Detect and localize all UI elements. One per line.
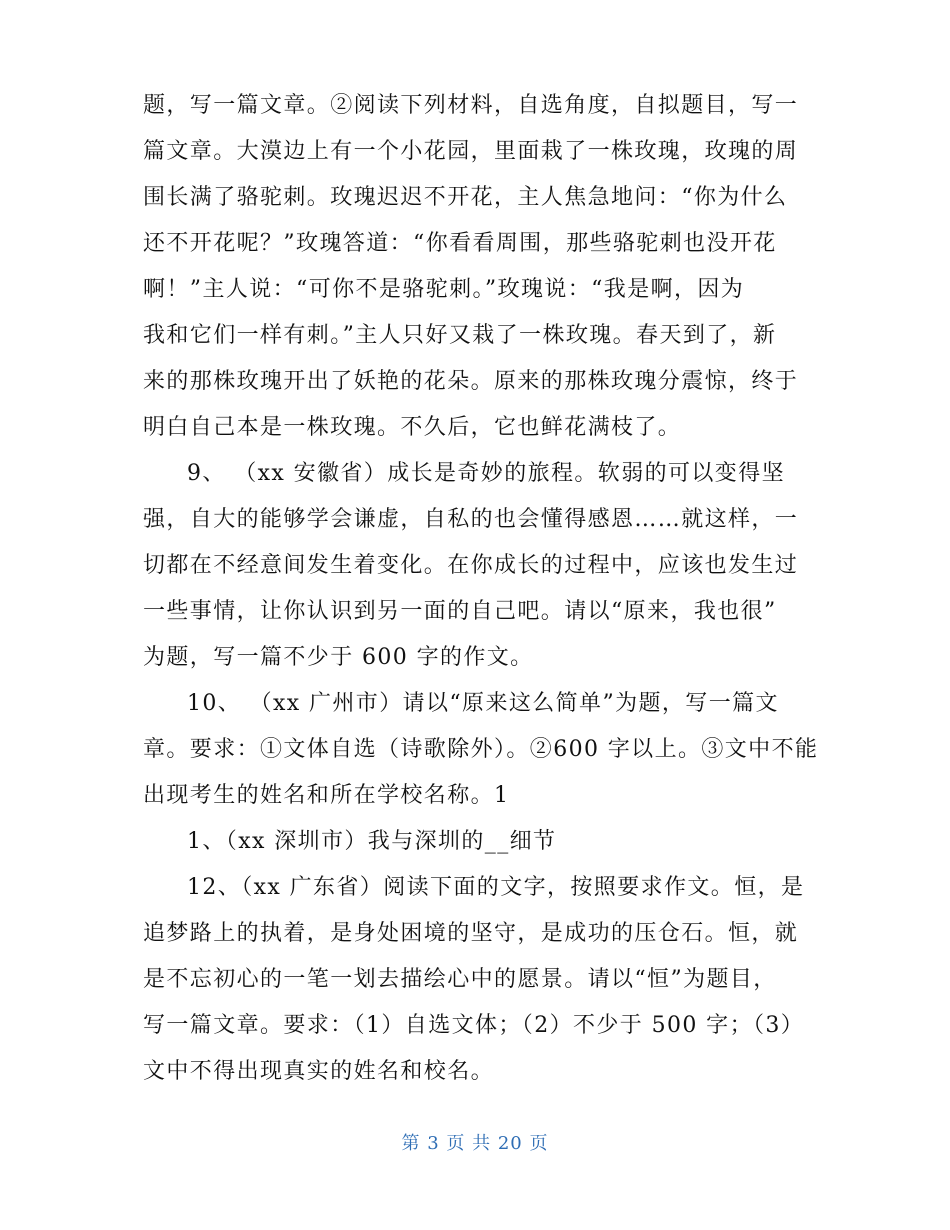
text-line: 围长满了骆驼刺。玫瑰迟迟不开花，主人焦急地问：“你为什么 — [143, 185, 788, 210]
text-line: 章。要求：①文体自选（诗歌除外）。②600 字以上。③文中不能 — [143, 737, 819, 762]
text-line: 强，自大的能够学会谦虚，自私的也会懂得感恩……就这样，一 — [143, 507, 799, 532]
text-line: 出现考生的姓名和所在学校名称。1 — [143, 783, 510, 808]
text-line: 切都在不经意间发生着变化。在你成长的过程中，应该也发生过 — [143, 553, 799, 578]
text-line: 我和它们一样有刺。”主人只好又栽了一株玫瑰。春天到了，新 — [143, 323, 777, 348]
item-10-heading-line: 10、 （xx 广州市）请以“原来这么简单”为题，写一篇文 — [187, 691, 779, 716]
item-12-heading-line: 12、（xx 广东省）阅读下面的文字，按照要求作文。恒，是 — [187, 875, 805, 900]
text-line: 为题，写一篇不少于 600 字的作文。 — [143, 645, 534, 670]
text-line: 来的那株玫瑰开出了妖艳的花朵。原来的那株玫瑰分震惊，终于 — [143, 369, 799, 394]
text-line: 写一篇文章。要求：（1）自选文体；（2）不少于 500 字；（3） — [143, 1013, 805, 1038]
item-1-heading-line: 1、（xx 深圳市）我与深圳的__细节 — [187, 829, 557, 854]
item-9-heading-line: 9、 （xx 安徽省）成长是奇妙的旅程。软弱的可以变得坚 — [187, 461, 785, 486]
page-number-footer: 第 3 页 共 20 页 — [401, 1133, 549, 1154]
text-line: 一些事情，让你认识到另一面的自己吧。请以“原来，我也很” — [143, 599, 777, 624]
text-line: 篇文章。大漠边上有一个小花园，里面栽了一株玫瑰，玫瑰的周 — [143, 139, 799, 164]
text-line: 明白自己本是一株玫瑰。不久后，它也鲜花满枝了。 — [143, 415, 682, 440]
text-line: 是不忘初心的一笔一划去描绘心中的愿景。请以“恒”为题目， — [143, 967, 777, 992]
text-line: 追梦路上的执着，是身处困境的坚守，是成功的压仓石。恒，就 — [143, 921, 799, 946]
text-line: 题，写一篇文章。②阅读下列材料，自选角度，自拟题目，写一 — [143, 93, 799, 118]
text-line: 啊！”主人说：“可你不是骆驼刺。”玫瑰说：“我是啊，因为 — [143, 277, 745, 302]
text-line: 文中不得出现真实的姓名和校名。 — [143, 1059, 495, 1084]
text-line: 还不开花呢？”玫瑰答道：“你看看周围，那些骆驼刺也没开花 — [143, 231, 777, 256]
